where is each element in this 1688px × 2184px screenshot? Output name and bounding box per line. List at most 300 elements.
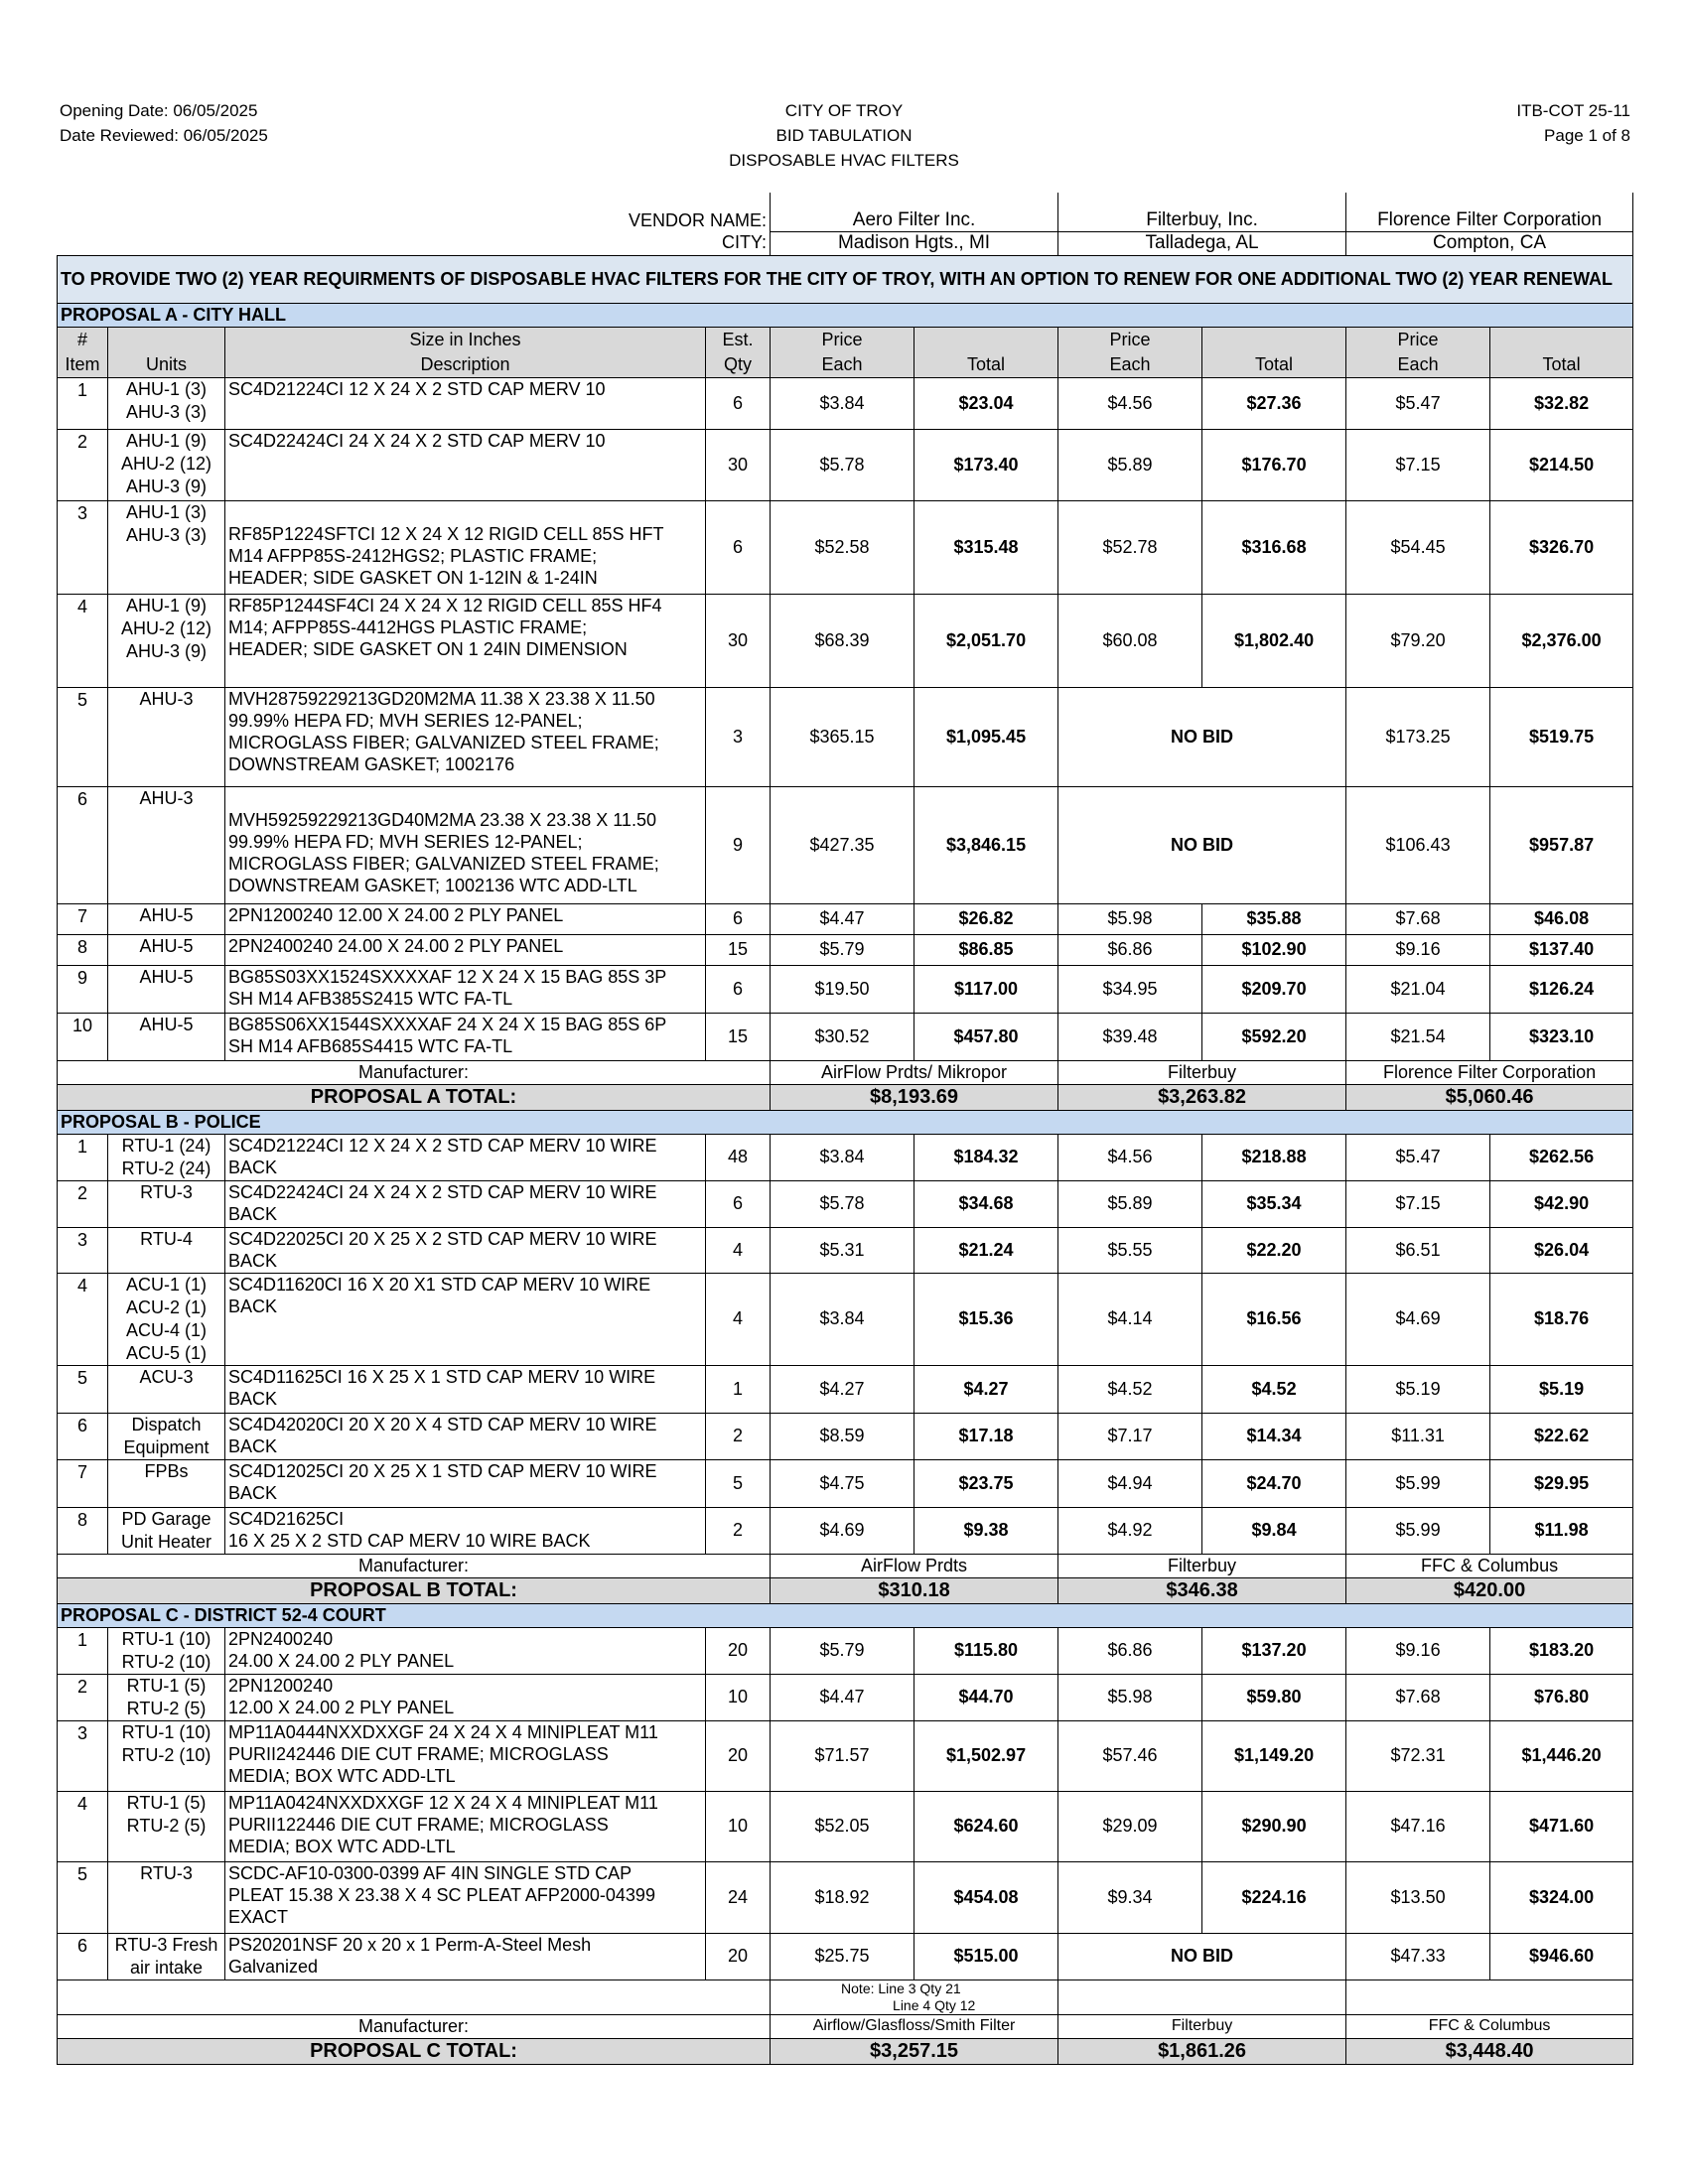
description-line: PURII122446 DIE CUT FRAME; MICROGLASS <box>228 1814 609 1835</box>
item-number: 4 <box>58 594 108 687</box>
description-line: 16 X 25 X 2 STD CAP MERV 10 WIRE BACK <box>228 1530 591 1551</box>
description-line: MICROGLASS FIBER; GALVANIZED STEEL FRAME; <box>228 732 659 752</box>
unit-label: RTU-1 (5) <box>126 1792 207 1813</box>
description-line: SC4D21224CI 12 X 24 X 2 STD CAP MERV 10 <box>228 378 606 399</box>
line-total: $46.08 <box>1490 903 1633 934</box>
proposal-total: $3,448.40 <box>1346 2038 1633 2064</box>
item-number: 1 <box>58 1134 108 1180</box>
unit-label: RTU-2 (5) <box>126 1815 207 1836</box>
description-cell <box>225 1013 706 1060</box>
unit-label: AHU-5 <box>139 935 194 956</box>
col-total <box>1490 327 1633 377</box>
unit-label: AHU-1 (3) <box>125 501 207 522</box>
no-bid: NO BID <box>1058 1933 1346 1979</box>
price-each: $71.57 <box>771 1720 914 1791</box>
price-each: $4.27 <box>771 1365 914 1413</box>
description-line: 12.00 X 24.00 2 PLY PANEL <box>228 1697 455 1717</box>
line-total: $27.36 <box>1202 377 1346 429</box>
description-line: DOWNSTREAM GASKET; 1002176 <box>228 753 515 774</box>
description-line: BACK <box>228 1482 278 1503</box>
price-each: $72.31 <box>1346 1720 1490 1791</box>
description-line <box>228 787 702 809</box>
unit-label: AHU-3 <box>139 787 194 808</box>
col-units <box>108 327 225 377</box>
line-total: $218.88 <box>1202 1134 1346 1180</box>
item-number: 8 <box>58 1507 108 1554</box>
price-each: $5.79 <box>771 1627 914 1674</box>
line-item-row <box>58 500 1633 594</box>
line-total: $316.68 <box>1202 500 1346 594</box>
manufacturer-name: FFC & Columbus <box>1346 2014 1633 2038</box>
line-total: $26.04 <box>1490 1227 1633 1273</box>
price-each: $47.16 <box>1346 1791 1490 1861</box>
column-header-text: Total <box>967 353 1006 374</box>
price-each: $5.47 <box>1346 377 1490 429</box>
proposal-total-label: PROPOSAL C TOTAL: <box>58 2038 771 2064</box>
unit-label: FPBs <box>144 1460 189 1481</box>
description-line: SC4D42020CI 20 X 20 X 4 STD CAP MERV 10 WIRE <box>228 1414 657 1434</box>
price-each: $5.98 <box>1058 903 1202 934</box>
line-total: $176.70 <box>1202 429 1346 500</box>
units-cell <box>108 1627 225 1674</box>
description-line: RF85P1244SF4CI 24 X 24 X 12 RIGID CELL 85S HF4 <box>228 595 662 615</box>
col-price-each <box>1058 327 1202 377</box>
description-line: SC4D21224CI 12 X 24 X 2 STD CAP MERV 10 WIRE <box>228 1135 657 1156</box>
line-total: $26.82 <box>914 903 1058 934</box>
unit-label: RTU-3 <box>140 1181 193 1202</box>
price-each: $173.25 <box>1346 687 1490 786</box>
price-each: $4.47 <box>771 903 914 934</box>
unit-label: RTU-2 (24) <box>121 1158 211 1178</box>
line-item-row <box>58 1227 1633 1273</box>
proposal-total: $3,263.82 <box>1058 1084 1346 1110</box>
units-cell <box>108 1013 225 1060</box>
line-total: $315.48 <box>914 500 1058 594</box>
price-each: $4.92 <box>1058 1507 1202 1554</box>
description-line: RF85P1224SFTCI 12 X 24 X 12 RIGID CELL 85S HFT <box>228 523 664 544</box>
units-cell <box>108 687 225 786</box>
description-cell <box>225 1507 706 1554</box>
description-cell <box>225 1674 706 1720</box>
column-header-text: Qty <box>724 353 753 374</box>
opening-date: Opening Date: 06/05/2025 <box>60 101 258 120</box>
price-each: $4.75 <box>771 1459 914 1507</box>
column-header-text: Price <box>1109 329 1151 349</box>
price-each: $4.56 <box>1058 1134 1202 1180</box>
column-header-text: Each <box>1397 353 1439 374</box>
est-qty: 1 <box>706 1365 771 1413</box>
description-cell <box>225 687 706 786</box>
units-cell <box>108 1273 225 1365</box>
vendor-city: Madison Hgts., MI <box>771 231 1058 255</box>
est-qty: 6 <box>706 965 771 1013</box>
description-cell <box>225 1365 706 1413</box>
unit-label: RTU-1 (5) <box>126 1675 207 1696</box>
col-item <box>58 327 108 377</box>
item-number: 2 <box>58 1674 108 1720</box>
description-line: SCDC-AF10-0300-0399 AF 4IN SINGLE STD CAP <box>228 1862 633 1883</box>
description-line: 24.00 X 24.00 2 PLY PANEL <box>228 1650 455 1671</box>
item-number: 4 <box>58 1273 108 1365</box>
col-qty <box>706 327 771 377</box>
price-each: $21.54 <box>1346 1013 1490 1060</box>
description-line: 99.99% HEPA FD; MVH SERIES 12-PANEL; <box>228 710 583 731</box>
description-cell <box>225 1459 706 1507</box>
price-each: $47.33 <box>1346 1933 1490 1979</box>
est-qty: 20 <box>706 1933 771 1979</box>
proposal-title: PROPOSAL A - CITY HALL <box>58 303 1633 327</box>
est-qty: 5 <box>706 1459 771 1507</box>
line-total: $1,149.20 <box>1202 1720 1346 1791</box>
description-line: BACK <box>228 1157 278 1177</box>
est-qty: 10 <box>706 1791 771 1861</box>
proposal-total: $346.38 <box>1058 1577 1346 1603</box>
est-qty: 48 <box>706 1134 771 1180</box>
unit-label: RTU-2 (10) <box>121 1744 211 1765</box>
price-each: $106.43 <box>1346 786 1490 903</box>
column-header-text: Total <box>1542 353 1581 374</box>
description-cell <box>225 429 706 500</box>
col-description <box>225 327 706 377</box>
line-item-row <box>58 1674 1633 1720</box>
unit-label: air intake <box>129 1957 204 1978</box>
line-total: $457.80 <box>914 1013 1058 1060</box>
description-line: 2PN2400240 24.00 X 24.00 2 PLY PANEL <box>228 935 564 956</box>
item-number: 3 <box>58 1227 108 1273</box>
price-each: $365.15 <box>771 687 914 786</box>
line-item-row <box>58 934 1633 965</box>
units-cell <box>108 1227 225 1273</box>
units-cell <box>108 1674 225 1720</box>
description-cell <box>225 1861 706 1933</box>
est-qty: 4 <box>706 1273 771 1365</box>
price-each: $7.68 <box>1346 1674 1490 1720</box>
item-number: 7 <box>58 1459 108 1507</box>
line-total: $86.85 <box>914 934 1058 965</box>
line-total: $35.88 <box>1202 903 1346 934</box>
line-item-row <box>58 1013 1633 1060</box>
unit-label: RTU-1 (10) <box>121 1721 211 1742</box>
unit-label: AHU-3 <box>139 688 194 709</box>
item-number: 8 <box>58 934 108 965</box>
unit-label: AHU-5 <box>139 966 194 987</box>
est-qty: 2 <box>706 1413 771 1459</box>
price-each: $7.68 <box>1346 903 1490 934</box>
line-total: $454.08 <box>914 1861 1058 1933</box>
units-cell <box>108 594 225 687</box>
bid-table <box>57 193 1633 2065</box>
line-total: $22.20 <box>1202 1227 1346 1273</box>
est-qty: 10 <box>706 1674 771 1720</box>
line-item-row <box>58 1507 1633 1554</box>
price-each: $52.58 <box>771 500 914 594</box>
line-total: $59.80 <box>1202 1674 1346 1720</box>
description-cell <box>225 1227 706 1273</box>
description-line: DOWNSTREAM GASKET; 1002136 WTC ADD-LTL <box>228 875 637 895</box>
line-item-row <box>58 1273 1633 1365</box>
price-each: $6.86 <box>1058 934 1202 965</box>
line-total: $14.34 <box>1202 1413 1346 1459</box>
line-total: $515.00 <box>914 1933 1058 1979</box>
line-total: $23.75 <box>914 1459 1058 1507</box>
line-total: $184.32 <box>914 1134 1058 1180</box>
unit-label: AHU-2 (12) <box>120 617 212 638</box>
price-each: $4.69 <box>771 1507 914 1554</box>
price-each: $7.15 <box>1346 1180 1490 1227</box>
line-total: $262.56 <box>1490 1134 1633 1180</box>
unit-label: PD Garage <box>121 1508 211 1529</box>
description-line: BG85S03XX1524SXXXXAF 12 X 24 X 15 BAG 85S 3P <box>228 966 667 987</box>
line-total: $4.27 <box>914 1365 1058 1413</box>
line-total: $9.38 <box>914 1507 1058 1554</box>
manufacturer-name: FFC & Columbus <box>1346 1554 1633 1577</box>
column-header-text: # <box>76 329 87 349</box>
description-line <box>228 501 702 523</box>
unit-label: AHU-1 (3) <box>125 378 207 399</box>
price-each: $57.46 <box>1058 1720 1202 1791</box>
description-cell <box>225 934 706 965</box>
price-each: $4.69 <box>1346 1273 1490 1365</box>
line-item-row <box>58 1720 1633 1791</box>
est-qty: 6 <box>706 1180 771 1227</box>
description-line: MVH59259229213GD40M2MA 23.38 X 23.38 X 11.50 <box>228 809 656 830</box>
description-line: MP11A0444NXXDXXGF 24 X 24 X 4 MINIPLEAT M11 <box>228 1721 658 1742</box>
price-each: $5.98 <box>1058 1674 1202 1720</box>
line-item-row <box>58 1933 1633 1979</box>
units-cell <box>108 903 225 934</box>
scope-statement: TO PROVIDE TWO (2) YEAR REQUIRMENTS OF DISPOSABLE HVAC FILTERS FOR THE CITY OF TROY, WITH AN OPTION TO RENEW FOR ONE ADDITIONAL TWO (2) YEAR RENEWAL <box>58 255 1633 303</box>
manufacturer-name: Filterbuy <box>1058 1060 1346 1084</box>
price-each: $4.56 <box>1058 377 1202 429</box>
est-qty: 15 <box>706 934 771 965</box>
price-each: $5.89 <box>1058 1180 1202 1227</box>
item-number: 4 <box>58 1791 108 1861</box>
line-total: $34.68 <box>914 1180 1058 1227</box>
description-line: SH M14 AFB685S4415 WTC FA-TL <box>228 1035 513 1056</box>
units-cell <box>108 1180 225 1227</box>
price-each: $9.16 <box>1346 934 1490 965</box>
description-line: MEDIA; BOX WTC ADD-LTL <box>228 1765 456 1786</box>
description-line: SC4D11625CI 16 X 25 X 1 STD CAP MERV 10 WIRE <box>228 1366 656 1387</box>
proposal-total: $420.00 <box>1346 1577 1633 1603</box>
est-qty: 6 <box>706 500 771 594</box>
proposal-total: $3,257.15 <box>771 2038 1058 2064</box>
item-number: 10 <box>58 1013 108 1060</box>
description-line: BG85S06XX1544SXXXXAF 24 X 24 X 15 BAG 85S 6P <box>228 1014 667 1034</box>
vendor-city: Talladega, AL <box>1058 231 1346 255</box>
manufacturer-label: Manufacturer: <box>58 2014 771 2038</box>
line-total: $35.34 <box>1202 1180 1346 1227</box>
description-line: HEADER; SIDE GASKET ON 1 24IN DIMENSION <box>228 638 628 659</box>
est-qty: 6 <box>706 903 771 934</box>
line-total: $173.40 <box>914 429 1058 500</box>
vendor-name-label: VENDOR NAME: <box>629 210 768 230</box>
est-qty: 3 <box>706 687 771 786</box>
line-total: $3,846.15 <box>914 786 1058 903</box>
line-total: $22.62 <box>1490 1413 1633 1459</box>
description-cell <box>225 965 706 1013</box>
unit-label: AHU-3 (3) <box>125 524 207 545</box>
description-cell <box>225 594 706 687</box>
price-each: $3.84 <box>771 1134 914 1180</box>
item-number: 7 <box>58 903 108 934</box>
description-line: MEDIA; BOX WTC ADD-LTL <box>228 1836 456 1856</box>
vendor-name: Filterbuy, Inc. <box>1058 193 1346 231</box>
line-total: $2,376.00 <box>1490 594 1633 687</box>
unit-label: Dispatch <box>131 1414 202 1434</box>
line-total: $183.20 <box>1490 1627 1633 1674</box>
line-total: $957.87 <box>1490 786 1633 903</box>
price-each: $30.52 <box>771 1013 914 1060</box>
price-each: $6.86 <box>1058 1627 1202 1674</box>
description-line: MVH28759229213GD20M2MA 11.38 X 23.38 X 11.50 <box>228 688 655 709</box>
unit-label: ACU-4 (1) <box>125 1319 207 1340</box>
units-cell <box>108 1413 225 1459</box>
proposal-total-label: PROPOSAL A TOTAL: <box>58 1084 771 1110</box>
column-header-text: Size in Inches <box>409 329 521 349</box>
header-ref <box>1516 98 1630 148</box>
note-cell <box>771 1979 1058 2014</box>
line-total: $23.04 <box>914 377 1058 429</box>
price-each: $7.15 <box>1346 429 1490 500</box>
line-item-row <box>58 594 1633 687</box>
line-total: $323.10 <box>1490 1013 1633 1060</box>
description-line: 2PN1200240 12.00 X 24.00 2 PLY PANEL <box>228 904 564 925</box>
price-each: $427.35 <box>771 786 914 903</box>
description-line: SC4D22025CI 20 X 25 X 2 STD CAP MERV 10 WIRE <box>228 1228 657 1249</box>
manufacturer-name: Airflow/Glasfloss/Smith Filter <box>771 2014 1058 2038</box>
line-item-row <box>58 429 1633 500</box>
unit-label: ACU-3 <box>139 1366 194 1387</box>
description-line: PS20201NSF 20 x 20 x 1 Perm-A-Steel Mesh <box>228 1934 592 1955</box>
unit-label: Unit Heater <box>120 1531 212 1552</box>
note-spacer <box>1346 1979 1633 2014</box>
est-qty: 6 <box>706 377 771 429</box>
description-cell <box>225 500 706 594</box>
item-number: 9 <box>58 965 108 1013</box>
line-item-row <box>58 1627 1633 1674</box>
line-item-row <box>58 1134 1633 1180</box>
description-line: SC4D22424CI 24 X 24 X 2 STD CAP MERV 10 <box>228 430 606 451</box>
line-total: $42.90 <box>1490 1180 1633 1227</box>
proposal-total: $1,861.26 <box>1058 2038 1346 2064</box>
price-each: $6.51 <box>1346 1227 1490 1273</box>
line-total: $2,051.70 <box>914 594 1058 687</box>
description-line: PLEAT 15.38 X 23.38 X 4 SC PLEAT AFP2000-04399 <box>228 1884 655 1905</box>
header-dates <box>60 98 268 148</box>
vendor-name: Aero Filter Inc. <box>771 193 1058 231</box>
line-item-row <box>58 1861 1633 1933</box>
price-each: $3.84 <box>771 1273 914 1365</box>
units-cell <box>108 965 225 1013</box>
description-cell <box>225 786 706 903</box>
units-cell <box>108 1861 225 1933</box>
column-header-text: Item <box>65 353 100 374</box>
line-total: $137.20 <box>1202 1627 1346 1674</box>
proposal-total: $5,060.46 <box>1346 1084 1633 1110</box>
note-line: Note: Line 3 Qty 21 <box>841 1979 961 1996</box>
col-price-each <box>1346 327 1490 377</box>
line-total: $115.80 <box>914 1627 1058 1674</box>
units-cell <box>108 1459 225 1507</box>
unit-label: RTU-3 <box>140 1862 193 1883</box>
price-each: $5.89 <box>1058 429 1202 500</box>
description-line: M14 AFPP85S-2412HGS2; PLASTIC FRAME; <box>228 545 598 566</box>
proposal-title: PROPOSAL C - DISTRICT 52-4 COURT <box>58 1603 1633 1627</box>
units-cell <box>108 1134 225 1180</box>
line-total: $44.70 <box>914 1674 1058 1720</box>
line-total: $209.70 <box>1202 965 1346 1013</box>
description-line: BACK <box>228 1203 278 1224</box>
units-cell <box>108 1720 225 1791</box>
price-each: $19.50 <box>771 965 914 1013</box>
description-line: 2PN2400240 <box>228 1628 334 1649</box>
description-line: SC4D22424CI 24 X 24 X 2 STD CAP MERV 10 WIRE <box>228 1181 657 1202</box>
est-qty: 9 <box>706 786 771 903</box>
description-cell <box>225 1933 706 1979</box>
unit-label: ACU-1 (1) <box>125 1274 207 1295</box>
no-bid: NO BID <box>1058 687 1346 786</box>
line-item-row <box>58 1791 1633 1861</box>
line-total: $519.75 <box>1490 687 1633 786</box>
description-line: BACK <box>228 1388 278 1409</box>
city-title: CITY OF TROY <box>784 101 904 120</box>
line-total: $946.60 <box>1490 1933 1633 1979</box>
units-cell <box>108 500 225 594</box>
unit-label: AHU-2 (12) <box>120 453 212 474</box>
price-each: $60.08 <box>1058 594 1202 687</box>
price-each: $4.14 <box>1058 1273 1202 1365</box>
item-number: 2 <box>58 1180 108 1227</box>
est-qty: 4 <box>706 1227 771 1273</box>
unit-label: RTU-1 (10) <box>121 1628 211 1649</box>
line-item-row <box>58 786 1633 903</box>
item-number: 5 <box>58 1861 108 1933</box>
est-qty: 20 <box>706 1720 771 1791</box>
line-total: $126.24 <box>1490 965 1633 1013</box>
manufacturer-name: Filterbuy <box>1058 2014 1346 2038</box>
line-total: $17.18 <box>914 1413 1058 1459</box>
line-total: $326.70 <box>1490 500 1633 594</box>
description-line: 99.99% HEPA FD; MVH SERIES 12-PANEL; <box>228 831 583 852</box>
item-number: 6 <box>58 1413 108 1459</box>
unit-label: RTU-2 (10) <box>121 1651 211 1672</box>
line-total: $117.00 <box>914 965 1058 1013</box>
note-spacer <box>1058 1979 1346 2014</box>
price-each: $4.94 <box>1058 1459 1202 1507</box>
note-spacer <box>58 1979 771 2014</box>
price-each: $4.52 <box>1058 1365 1202 1413</box>
units-cell <box>108 1791 225 1861</box>
price-each: $7.17 <box>1058 1413 1202 1459</box>
line-total: $290.90 <box>1202 1791 1346 1861</box>
proposal-total-label: PROPOSAL B TOTAL: <box>58 1577 771 1603</box>
price-each: $5.31 <box>771 1227 914 1273</box>
description-line: MP11A0424NXXDXXGF 12 X 24 X 4 MINIPLEAT M11 <box>228 1792 658 1813</box>
item-number: 5 <box>58 1365 108 1413</box>
line-total: $4.52 <box>1202 1365 1346 1413</box>
unit-label: RTU-3 Fresh <box>114 1934 218 1955</box>
item-number: 6 <box>58 786 108 903</box>
unit-label: ACU-5 (1) <box>125 1342 207 1363</box>
description-line: 2PN1200240 <box>228 1675 334 1696</box>
note-line: Line 4 Qty 12 <box>893 1996 976 2013</box>
item-number: 6 <box>58 1933 108 1979</box>
no-bid: NO BID <box>1058 786 1346 903</box>
price-each: $52.78 <box>1058 500 1202 594</box>
manufacturer-label: Manufacturer: <box>58 1060 771 1084</box>
proposal-total: $310.18 <box>771 1577 1058 1603</box>
